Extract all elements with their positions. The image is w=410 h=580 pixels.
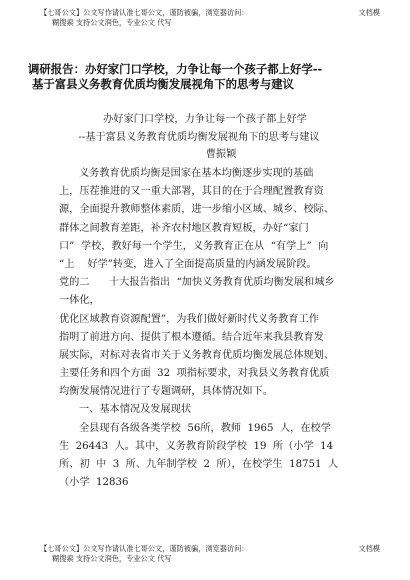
author-name: 曹振颖 xyxy=(205,149,237,160)
footer-banner-line1 xyxy=(40,544,380,554)
body-line: 展实际，对标对表省市关于义务教育优质均衡发展总体规划、 xyxy=(59,349,335,361)
footer-banner-line2: 糊搜索 支持公文润色，专业公文 代写 xyxy=(52,554,172,563)
body-line: 所、初 中 3 所、九年制学校 2 所），在校学生 18751 人 xyxy=(59,459,339,470)
body-line: 主要任务和四个方面 32 项指标要求，对我县义务教育优质 xyxy=(59,368,330,380)
body-line: （小学 12836 xyxy=(59,477,129,489)
body-line: 义务教育优质均衡是国家在基本均衡逐步实现的基础 xyxy=(79,168,314,179)
header-banner-line2: 糊搜索 支持公文润色，专业公文 代写 xyxy=(52,18,172,27)
header-banner-text-right: 文档模 xyxy=(358,8,380,17)
document-title-line2: 基于富县义务教育优质均衡发展视角下的思考与建议 xyxy=(32,77,294,91)
body-line: 党的二 十大报告指出 “加快义务教育优质均衡发展和城乡 xyxy=(59,277,335,289)
body-line: “上 好学”转变，进入了全面提高质量的内涵发展阶段。 xyxy=(59,258,317,270)
header-banner-text: 【七哥公文】公文写作请认准七哥公文，谨防被骗，浏览器访问： xyxy=(40,8,249,17)
footer-banner-text-right: 文档模 xyxy=(358,544,380,553)
document-body xyxy=(59,165,372,492)
body-line: 优化区域教育资源配置”，为我们做好新时代义务教育工作 xyxy=(59,313,319,325)
subtitle-line1: 办好家门口学校，力争让每一个孩子都上好学 xyxy=(103,114,307,125)
body-line: 上，压茬推进的又一重大部署，其目的在于合理配置教育资 xyxy=(59,186,324,198)
body-line: 口” 学校，教好每一个学生，义务教育正在从 “有学上” 向 xyxy=(59,240,329,252)
subtitle-line2: --基于富县义务教育优质均衡发展视角下的思考与建议 xyxy=(78,132,320,143)
body-line: 指明了前进方向、提供了根本遵循。结合近年来我县教育发 xyxy=(59,331,324,343)
body-line: 群体之间教育差距，补齐农村地区教育短板，办好“家门 xyxy=(59,222,309,234)
footer-banner-text: 【七哥公文】公文写作请认准七哥公文，谨防被骗，浏览器访问： xyxy=(40,544,249,553)
body-line: 一体化， xyxy=(59,295,100,307)
body-line: 均衡发展情况进行了专题调研，具体情况如下。 xyxy=(59,386,273,398)
header-banner-line1 xyxy=(40,8,380,18)
body-line: 全县现有各级各类学校 56所，教师 1965 人，在校学 xyxy=(79,422,331,434)
document-title-line1: 调研报告：办好家门口学校，力争让每一个孩子都上好学-- xyxy=(28,62,323,76)
body-line: 生 26443 人。其中，义务教育阶段学校 19 所（小学 14 xyxy=(59,440,334,452)
body-line: 源，全面提升教师整体素质，进一步缩小区域、城乡、校际、 xyxy=(59,204,335,216)
footer-banner xyxy=(40,544,380,564)
document-title xyxy=(28,62,382,92)
header-banner xyxy=(40,8,380,28)
body-line: 一、基本情况及发展现状 xyxy=(79,404,192,416)
